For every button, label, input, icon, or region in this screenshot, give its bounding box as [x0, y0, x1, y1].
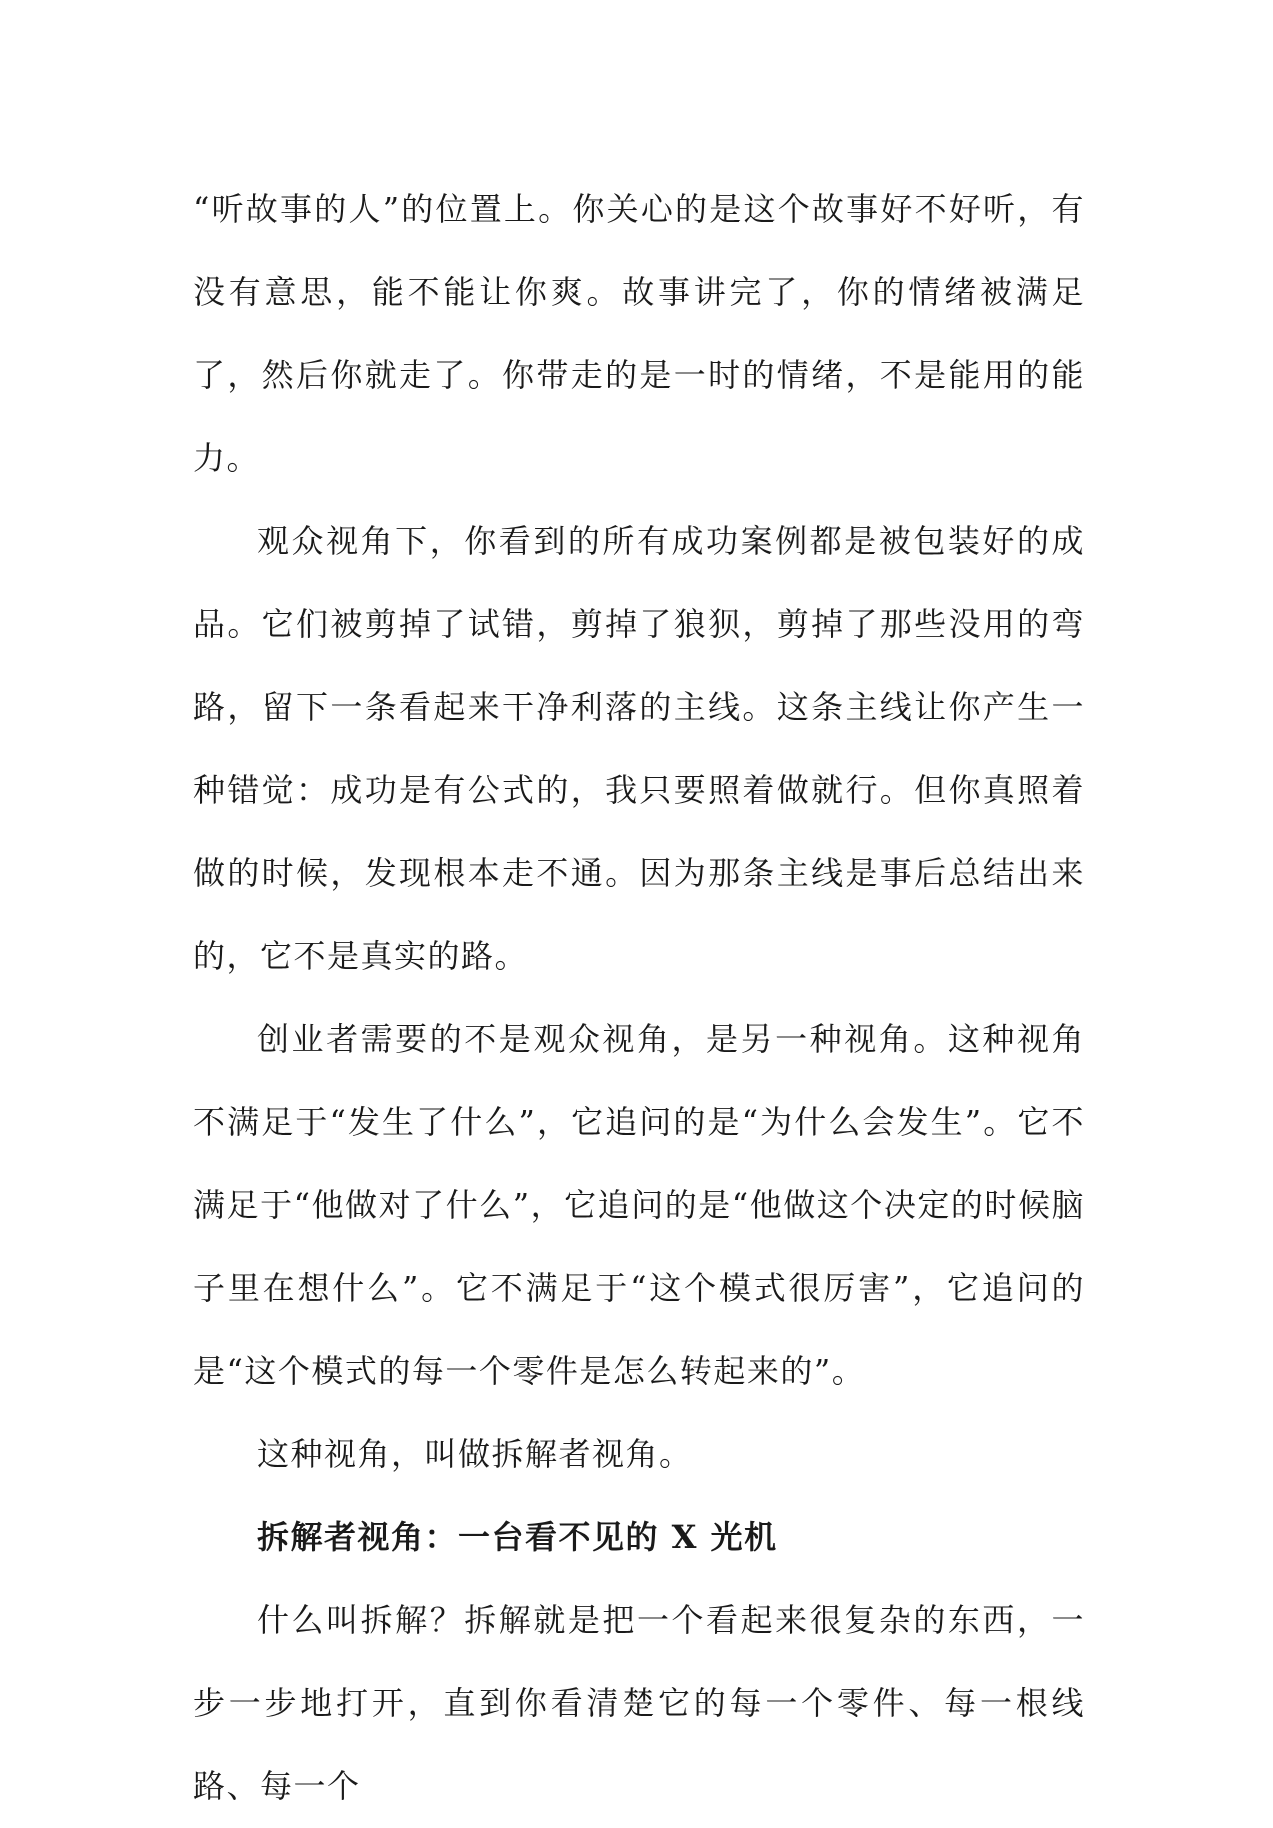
paragraph-audience-view: 观众视角下，你看到的所有成功案例都是被包装好的成品。它们被剪掉了试错，剪掉了狼狈，剪掉了那些没用的弯路，留下一条看起来干净利落的主线。这条主线让你产生一种错觉：成功是有公式的，我只要照着做就行。但你真照着做的时候，发现根本走不通。因为那条主线是事后总结出来的，它不是真实的路。 — [193, 522, 1085, 975]
page-body — [193, 168, 1085, 1828]
paragraph-founder-view: 创业者需要的不是观众视角，是另一种视角。这种视角不满足于“发生了什么”，它追问的是“为什么会发生”。它不满足于“他做对了什么”，它追问的是“他做这个决定的时候脑子里在想什么”。它不满足于“这个模式很厉害”，它追问的是“这个模式的每一个零件是怎么转起来的”。 — [193, 1020, 1085, 1390]
section-heading: 拆解者视角：一台看不见的 X 光机 — [257, 1518, 778, 1556]
paragraph-listener-position: “听故事的人”的位置上。你关心的是这个故事好不好听，有没有意思，能不能让你爽。故事讲完了，你的情绪被满足了，然后你就走了。你带走的是一时的情绪，不是能用的能力。 — [193, 190, 1085, 477]
paragraph-what-is-dismantling: 什么叫拆解？拆解就是把一个看起来很复杂的东西，一步一步地打开，直到你看清楚它的每一个零件、每一根线路、每一个 — [193, 1601, 1085, 1805]
paragraph-dismantler-intro: 这种视角，叫做拆解者视角。 — [257, 1435, 693, 1473]
